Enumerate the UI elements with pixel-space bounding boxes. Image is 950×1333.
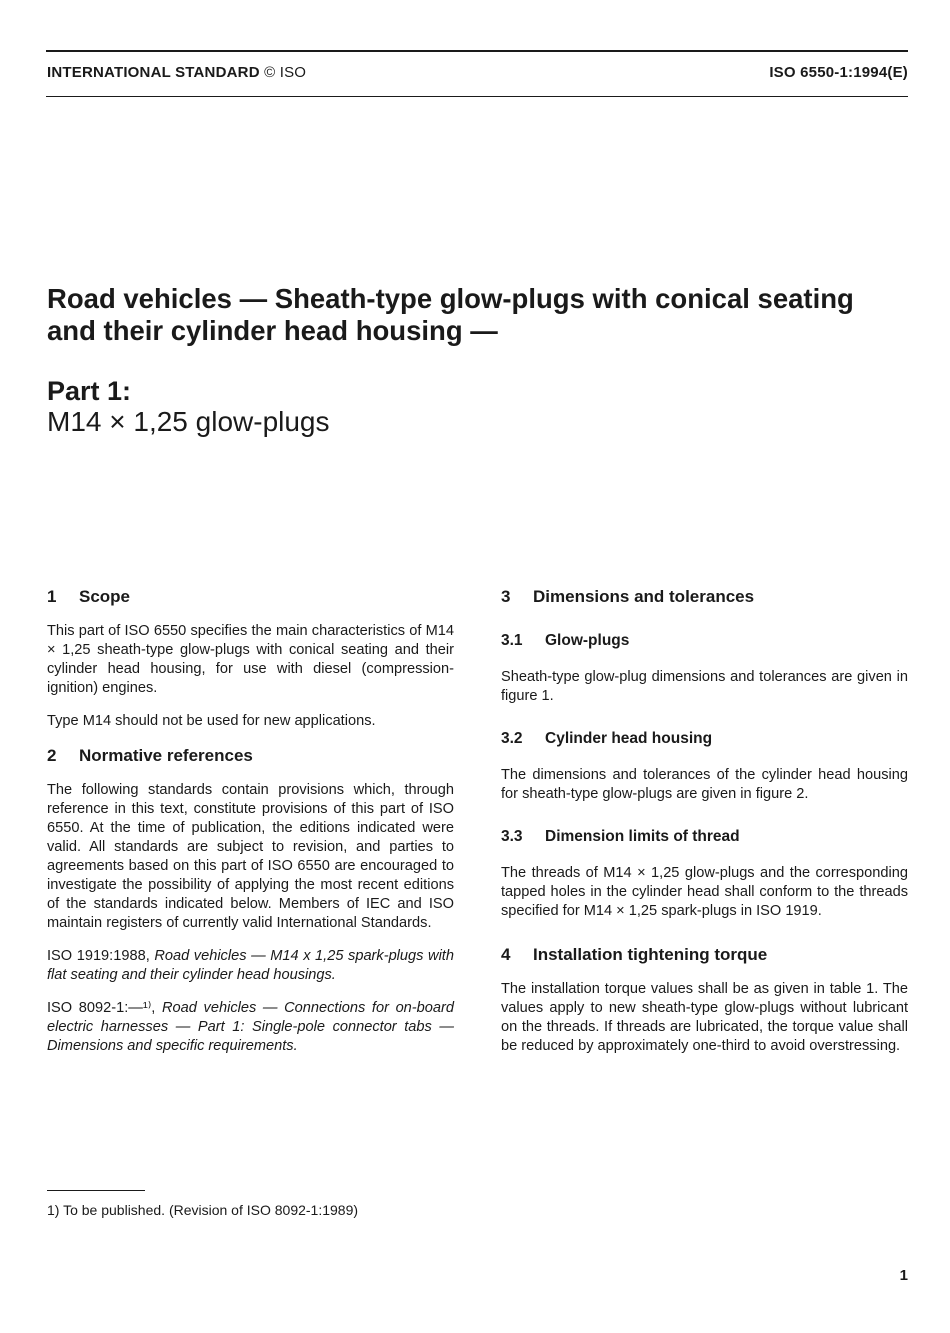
section-heading-dimensions (501, 586, 908, 608)
normative-references-paragraph: The following standards contain provisions which, through reference in this text, constitute provisions of this part of ISO 6550. At the time of publication, the editions indicated were valid. All standards are subject to revision, and parties to agreements based on this part of ISO 6550 are encouraged to investigate the possibility of applying the most recent editions of the standards indicated below. Members of IEC and ISO maintain registers of currently valid International Standards. (47, 782, 454, 931)
section-number: 4 (501, 945, 511, 964)
glow-plugs-paragraph: Sheath-type glow-plug dimensions and tolerances are given in figure 1. (501, 669, 908, 704)
cylinder-head-housing-paragraph: The dimensions and tolerances of the cylinder head housing for sheath-type glow-plugs are given in figure 2. (501, 767, 908, 802)
reference-code: ISO 8092-1:—¹⁾, (47, 1000, 156, 1016)
section-title: Dimensions and tolerances (533, 587, 755, 606)
document-title: Road vehicles — Sheath-type glow-plugs with conical seating and their cylinder head housing — (47, 283, 854, 346)
page-number: 1 (899, 1267, 908, 1284)
header-standard-label: INTERNATIONAL STANDARD (47, 64, 260, 81)
reference-iso-1919 (47, 947, 454, 985)
header-left (47, 64, 306, 81)
reference-title: Road vehicles — M14 x 1,25 spark-plugs with flat seating and their cylinder head housings. (47, 948, 454, 983)
subsection-heading-cylinder-head-housing (501, 729, 908, 749)
section-heading-normative-references (47, 745, 454, 767)
section-title: Normative references (79, 746, 253, 765)
subsection-title: Dimension limits of thread (545, 828, 740, 845)
subsection-title: Glow-plugs (545, 632, 630, 649)
section-heading-installation-torque (501, 944, 908, 966)
left-column (47, 586, 454, 1056)
subsection-number: 3.1 (501, 632, 523, 649)
section-title: Installation tightening torque (533, 945, 768, 964)
subsection-number: 3.3 (501, 828, 523, 845)
scope-paragraph: This part of ISO 6550 specifies the main characteristics of M14 × 1,25 sheath-type glow-plugs with conical seating and their cylinder head housing, for use with diesel (compression-ignition) engines. (47, 623, 454, 696)
section-number: 3 (501, 587, 511, 606)
subsection-title: Cylinder head housing (545, 730, 713, 747)
footnote: 1) To be published. (Revision of ISO 8092-1:1989) (47, 1202, 359, 1218)
header-bottom-rule (46, 96, 908, 97)
footnote-rule (47, 1190, 145, 1191)
part-label: Part 1: (47, 376, 132, 406)
subsection-heading-thread-limits (501, 827, 908, 847)
section-number: 1 (47, 587, 57, 606)
section-number: 2 (47, 746, 57, 765)
thread-limits-paragraph: The threads of M14 × 1,25 glow-plugs and the corresponding tapped holes in the cylinder head shall conform to the threads specified for M14 × 1,25 spark-plugs in ISO 1919. (501, 865, 908, 919)
reference-iso-8092 (47, 999, 454, 1056)
subsection-heading-glow-plugs (501, 631, 908, 651)
scope-note: Type M14 should not be used for new applications. (47, 713, 376, 729)
section-title: Scope (79, 587, 131, 606)
header-document-number: ISO 6550-1:1994(E) (769, 64, 908, 81)
reference-title: Road vehicles — Connections for on-board electric harnesses — Part 1: Single-pole connector tabs — Dimensions and specific requirements. (47, 1000, 454, 1054)
part-subtitle: M14 × 1,25 glow-plugs (47, 406, 330, 437)
header-copyright: © ISO (264, 64, 307, 81)
subsection-number: 3.2 (501, 730, 523, 747)
header-top-rule (46, 50, 908, 52)
section-heading-scope (47, 586, 454, 608)
right-column (501, 586, 908, 1056)
installation-torque-paragraph: The installation torque values shall be as given in table 1. The values apply to new sheath-type glow-plugs without lubricant on the threads. If threads are lubricated, the torque value shall be reduced by approximately one-third to avoid overstressing. (501, 981, 908, 1054)
reference-code: ISO 1919:1988, (47, 948, 150, 964)
